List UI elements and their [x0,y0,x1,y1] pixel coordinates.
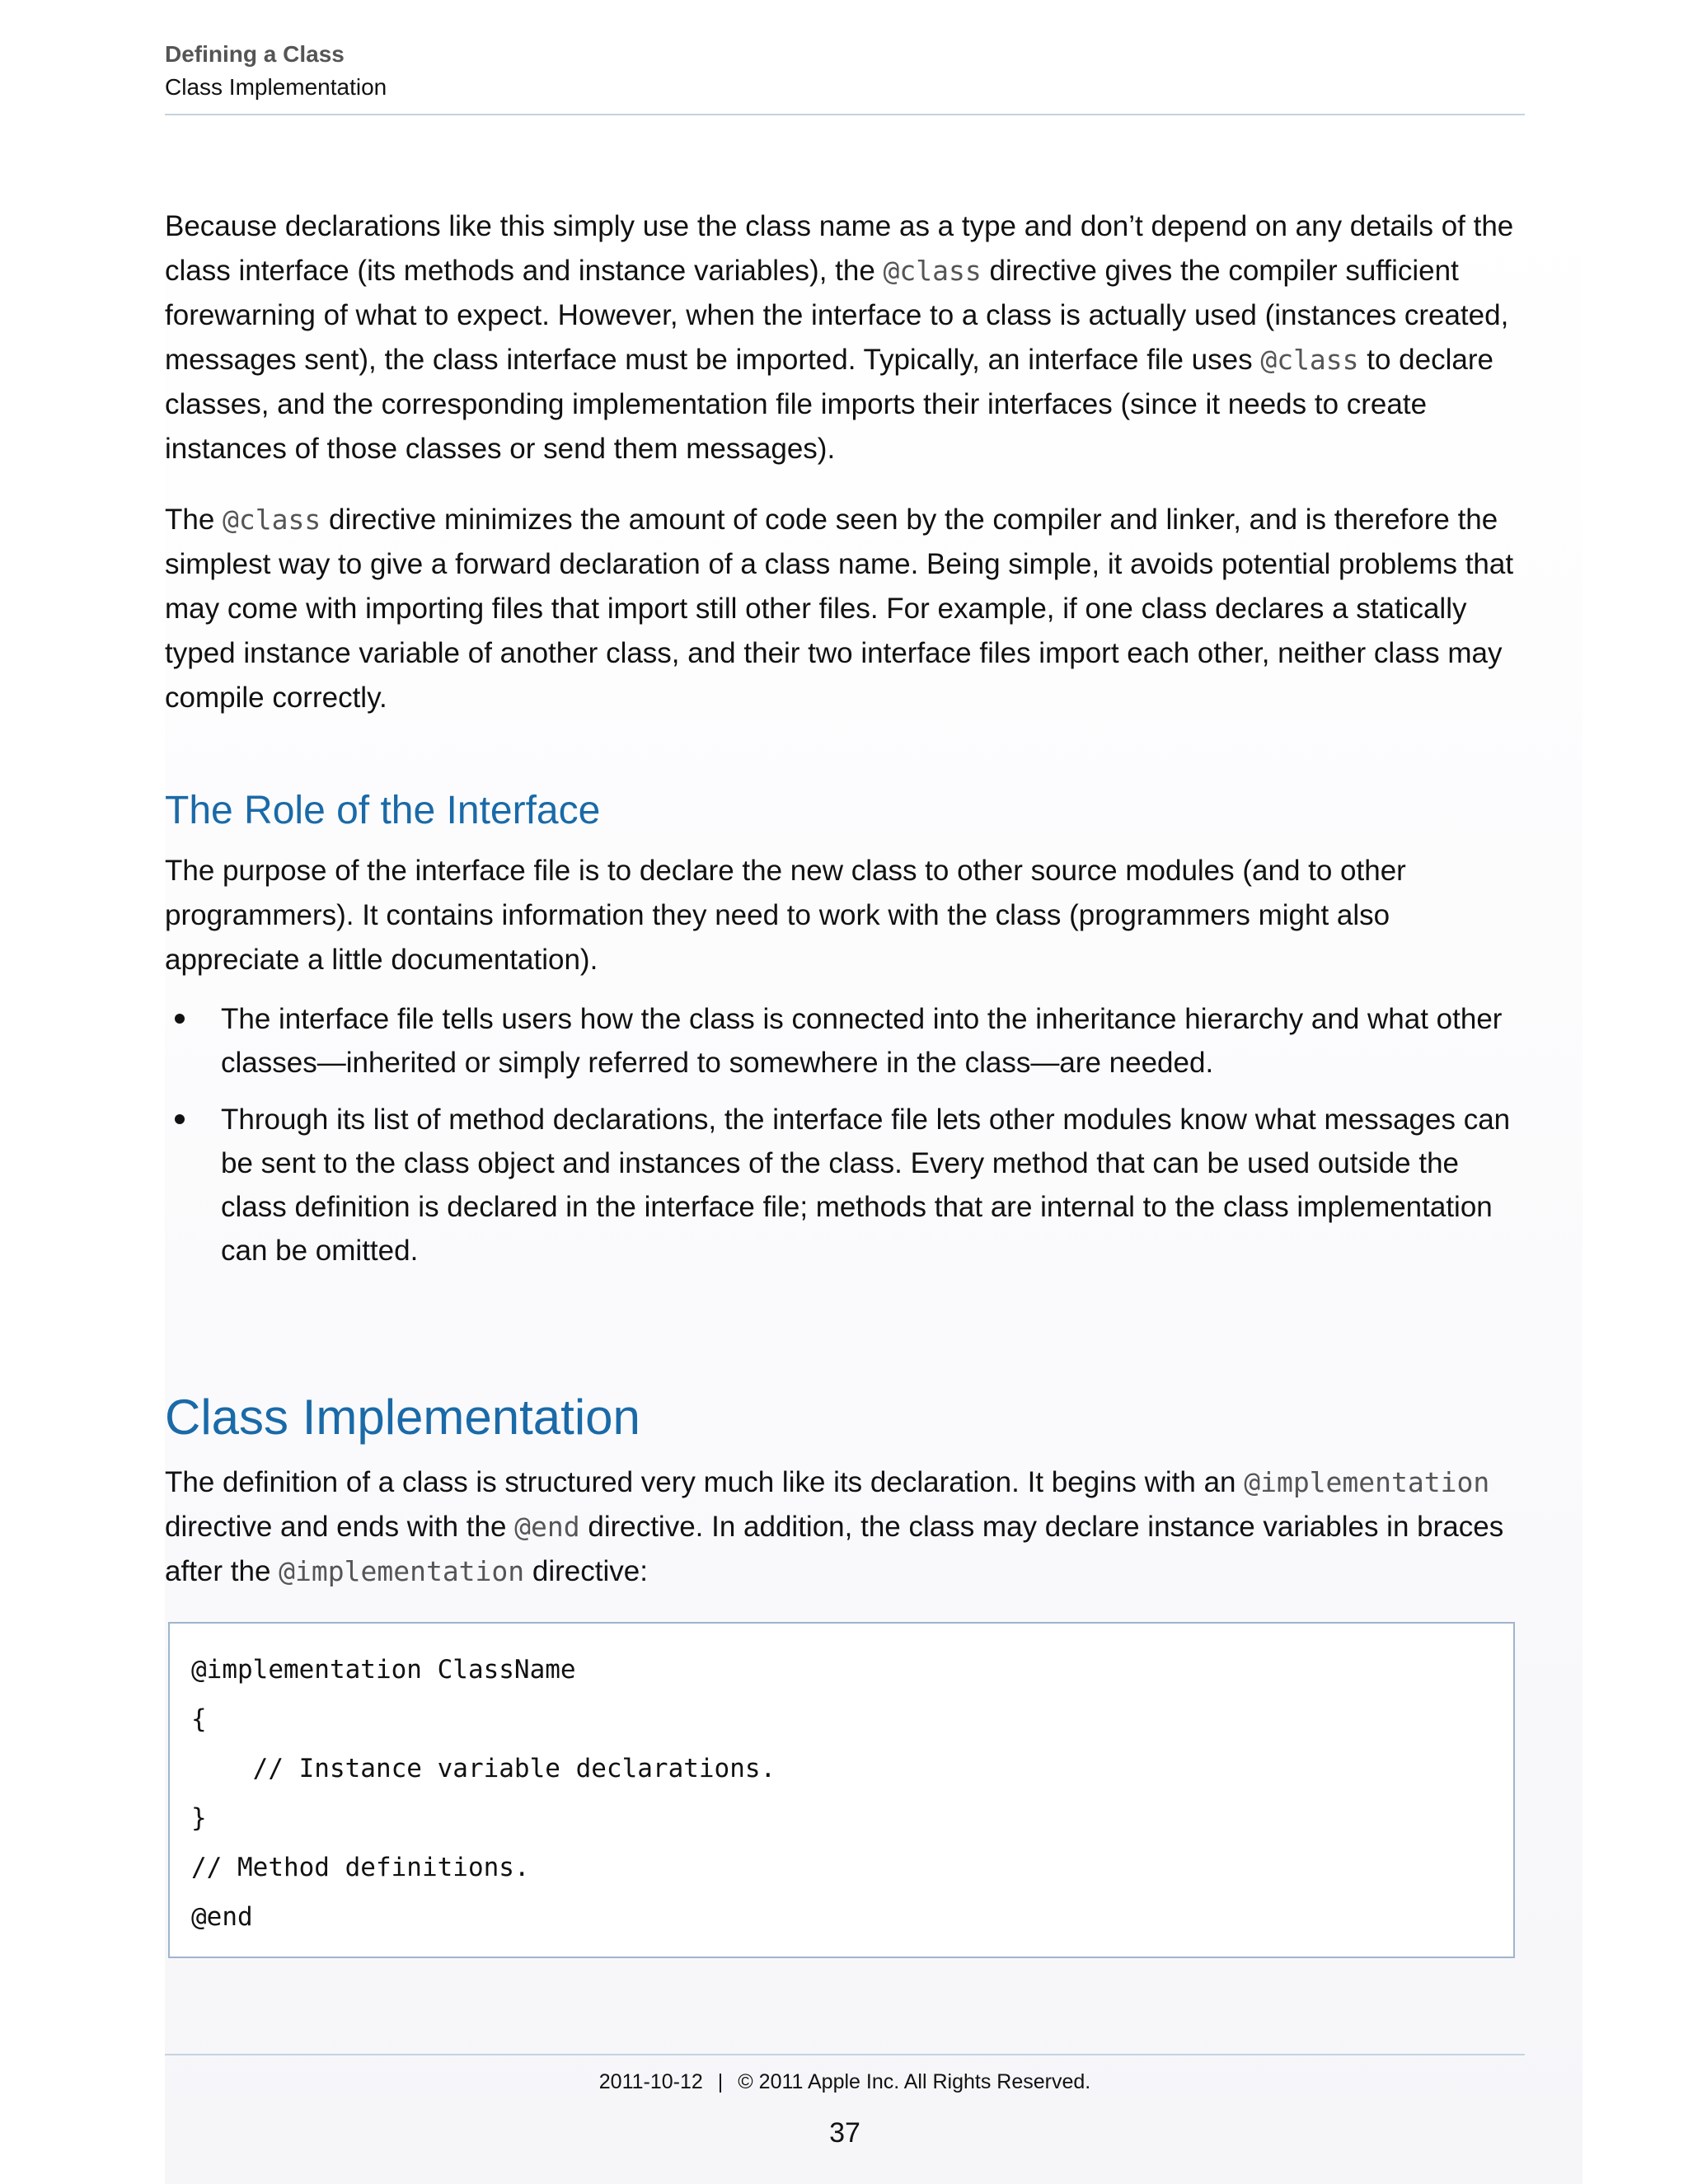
paragraph-interface-purpose: The purpose of the interface file is to declare the new class to other source modules (and to other programmers). It contains information they need to work with the class (programmers might also appreciate a little documentation). [165,855,1406,976]
header-divider [165,114,1525,115]
footer-separator: | [717,2070,724,2093]
list-item-text: The interface file tells users how the class is connected into the inheritance hierarchy and what other classes—inherited or simply referred to somewhere in the class—are needed. [221,1003,1503,1079]
code-line: // Instance variable declarations. [191,1754,776,1783]
heading-role-of-interface: The Role of the Interface [165,789,601,832]
inline-code: @class [1260,344,1359,376]
inline-code: @class [883,255,982,287]
section-spacer [165,1286,1525,1385]
code-line: // Method definitions. [191,1853,530,1882]
heading-class-implementation: Class Implementation [165,1390,640,1445]
list-item-text: Through its list of method declarations, the interface file lets other modules know what messages can be sent to the class object and instances of the class. Every method that can be used outside the class definition is declared in the interface file; methods that are internal to the class implementation can be omitted. [221,1104,1511,1267]
page-footer [165,2067,1525,2097]
list-item [165,1098,1525,1272]
paragraph-forward-declaration [165,498,1525,720]
bullet-icon [175,1114,185,1124]
text-run: Because declarations like this simply use the class name as a type and don’t depend on any details of the class interface (its methods and instance variables), the [165,210,1514,287]
inline-code: @implementation [279,1555,525,1587]
text-run: The definition of a class is structured very much like its declaration. It begins with an [165,1466,1245,1498]
code-listing [168,1622,1515,1958]
page-content [165,204,1525,1958]
text-run: directive and ends with the [165,1511,515,1543]
text-run: directive. In addition, the class may declare instance variables in braces after the [165,1511,1504,1587]
paragraph-implementation-definition [165,1460,1525,1594]
list-item [165,997,1525,1085]
text-run: to declare classes, and the corresponding implementation file imports their interfaces (since it needs to create instances of those classes or send them messages). [165,344,1493,465]
code-line: { [191,1704,207,1734]
chapter-title: Defining a Class [165,41,345,67]
text-run: directive minimizes the amount of code seen by the compiler and linker, and is therefore the simplest way to give a forward declaration of a class name. Being simple, it avoids potential problems that may come with importing files that import still other files. For example, if one class declares a statically typed instance variable of another class, and their two interface files import each other, neither class may compile correctly. [165,504,1514,714]
running-header [165,38,1525,104]
bullet-list [165,997,1525,1272]
inline-code: @class [223,504,321,536]
text-run: directive gives the compiler sufficient forewarning of what to expect. However, when the interface to a class is actually used (instances created, messages sent), the class interface must be imported. Typically, an interface file uses [165,255,1509,376]
paragraph-class-directive [165,204,1525,471]
page-number: 37 [829,2117,860,2149]
code-line: @implementation ClassName [191,1655,576,1685]
footer-date: 2011-10-12 [598,2070,703,2093]
code-line: } [191,1803,207,1833]
bullet-icon [175,1014,185,1024]
footer-divider [165,2054,1525,2055]
code-line: @end [191,1902,253,1932]
inline-code: @end [514,1511,580,1543]
section-title: Class Implementation [165,74,387,100]
footer-copyright: © 2011 Apple Inc. All Rights Reserved. [738,2070,1091,2093]
text-run: The [165,504,223,536]
inline-code: @implementation [1244,1466,1490,1498]
text-run: directive: [524,1555,648,1587]
